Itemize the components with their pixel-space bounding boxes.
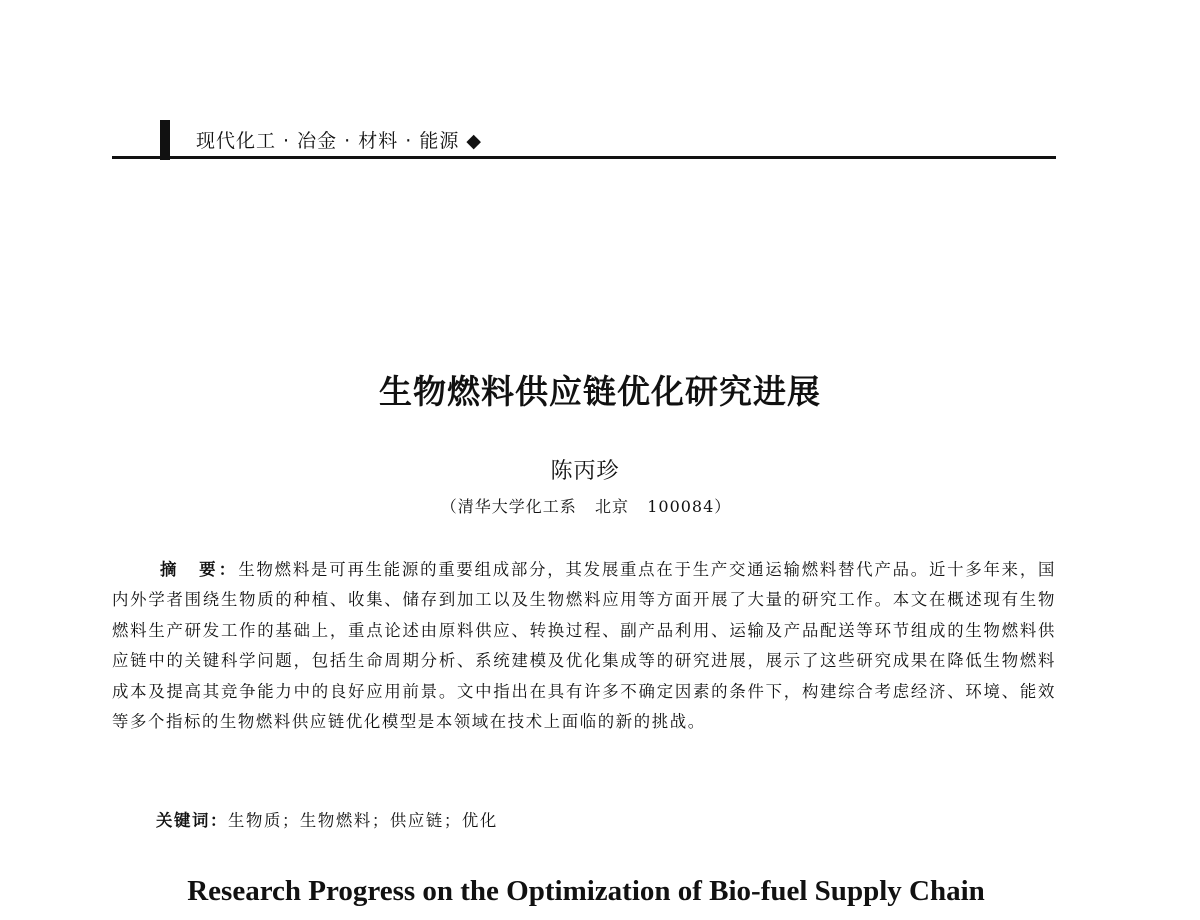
keywords-text: 生物质；生物燃料；供应链；优化 (227, 811, 498, 830)
article-title: 生物燃料供应链优化研究进展 (379, 372, 821, 411)
author-affiliation: （清华大学化工系 北京 100084） (440, 497, 732, 516)
abstract (112, 555, 1056, 737)
abstract-label: 摘 要： (160, 560, 239, 579)
english-title: Research Progress on the Optimization of Bio-fuel Supply Chain (187, 875, 985, 907)
keywords (156, 807, 498, 831)
keywords-label: 关键词： (156, 811, 228, 830)
header-marker-bar (160, 120, 170, 160)
header-rule (112, 156, 1056, 159)
article-author: 陈丙珍 (550, 459, 620, 484)
abstract-text: 生物燃料是可再生能源的重要组成部分，其发展重点在于生产交通运输燃料替代产品。近十多年来，国内外学者围绕生物质的种植、收集、储存到加工以及生物燃料应用等方面开展了大量的研究工作。本文在概述现有生物燃料生产研发工作的基础上，重点论述由原料供应、转换过程、副产品利用、运输及产品配送等环节组成的生物燃料供应链中的关键科学问题，包括生命周期分析、系统建模及优化集成等的研究进展，展示了这些研究成果在降低生物燃料成本及提高其竞争能力中的良好应用前景。文中指出在具有许多不确定因素的条件下，构建综合考虑经济、环境、能效等多个指标的生物燃料供应链优化模型是本领域在技术上面临的新的挑战。 (112, 560, 1057, 732)
running-header: 现代化工 · 冶金 · 材料 · 能源 ◆ (196, 130, 483, 152)
